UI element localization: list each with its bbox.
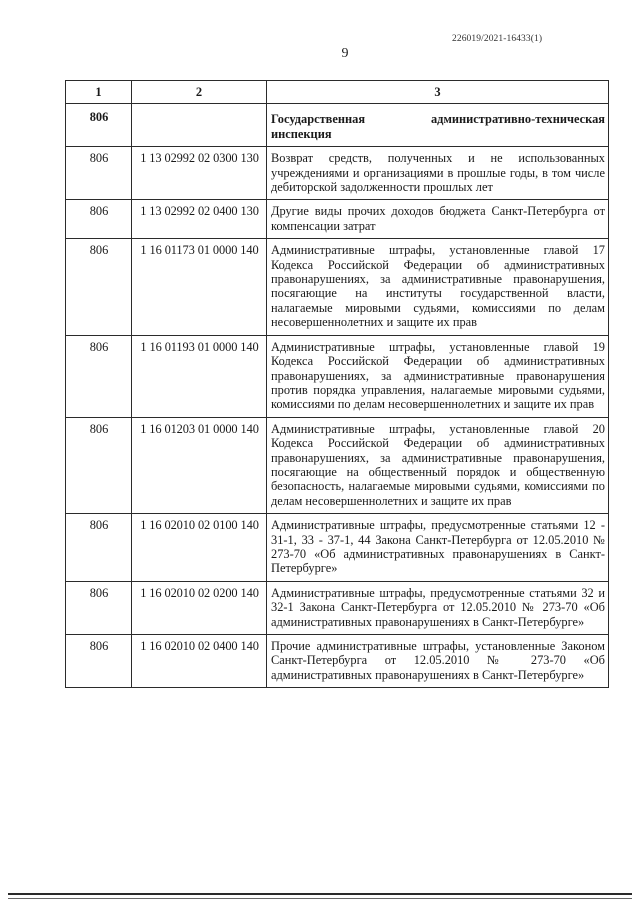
budget-code-cell: 1 16 01203 01 0000 140 xyxy=(132,417,267,513)
column-header-1: 1 xyxy=(66,81,132,104)
document-reference-number: 226019/2021-16433(1) xyxy=(452,34,543,44)
footer-divider-thin xyxy=(8,898,632,899)
budget-code-cell: 1 13 02992 02 0300 130 xyxy=(132,147,267,200)
administrator-code-cell: 806 xyxy=(66,104,132,147)
description-cell: Административные штрафы, предусмотренные статьями 12 - 31-1, 33 - 37-1, 44 Закона Санкт-Петербурга от 12.05.2010 № 273-70 «Об административных правонарушениях в Санкт-Петербурге» xyxy=(267,514,609,582)
table-row xyxy=(66,200,609,239)
administrator-code-cell: 806 xyxy=(66,200,132,239)
description-cell: Административные штрафы, установленные главой 19 Кодекса Российской Федерации об административных правонарушениях, за административные правонарушения против порядка управления, налагаемые мировыми судьями, комиссиями по делам несовершеннолетних и защите их прав xyxy=(267,335,609,417)
budget-code-cell: 1 16 02010 02 0100 140 xyxy=(132,514,267,582)
table-row xyxy=(66,147,609,200)
column-header-2: 2 xyxy=(132,81,267,104)
administrator-code-cell: 806 xyxy=(66,581,132,634)
administrator-code-cell: 806 xyxy=(66,514,132,582)
footer-divider xyxy=(8,893,632,895)
budget-code-cell: 1 16 01193 01 0000 140 xyxy=(132,335,267,417)
table-row xyxy=(66,335,609,417)
table-row xyxy=(66,104,609,147)
administrator-code-cell: 806 xyxy=(66,417,132,513)
budget-codes-table xyxy=(65,80,609,688)
table-row xyxy=(66,581,609,634)
description-cell: Государственная административно-техническая инспекция xyxy=(267,104,609,147)
description-cell: Административные штрафы, установленные главой 20 Кодекса Российской Федерации об административных правонарушениях, за административные правонарушения, посягающие на общественный порядок и общественную безопасность, налагаемые мировыми судьями, комиссиями по делам несовершеннолетних и защите их прав xyxy=(267,417,609,513)
budget-code-cell: 1 16 02010 02 0400 140 xyxy=(132,635,267,688)
description-cell: Другие виды прочих доходов бюджета Санкт-Петербурга от компенсации затрат xyxy=(267,200,609,239)
administrator-code-cell: 806 xyxy=(66,239,132,335)
administrator-code-cell: 806 xyxy=(66,147,132,200)
description-cell: Административные штрафы, установленные главой 17 Кодекса Российской Федерации об административных правонарушениях, за административные правонарушения, посягающие на институты государственной власти, налагаемые мировыми судьями, комиссиями по делам несовершеннолетних и защите их прав xyxy=(267,239,609,335)
table-row xyxy=(66,417,609,513)
column-header-3: 3 xyxy=(267,81,609,104)
page-number: 9 xyxy=(341,46,349,61)
table-header-row xyxy=(66,81,609,104)
budget-code-cell: 1 16 02010 02 0200 140 xyxy=(132,581,267,634)
budget-code-cell: 1 16 01173 01 0000 140 xyxy=(132,239,267,335)
description-cell: Административные штрафы, предусмотренные статьями 32 и 32-1 Закона Санкт-Петербурга от 12.05.2010 № 273-70 «Об административных правонарушениях в Санкт-Петербурге» xyxy=(267,581,609,634)
description-cell: Возврат средств, полученных и не использованных учреждениями и организациями в прошлые годы, в том числе дебиторской задолженности прошлых лет xyxy=(267,147,609,200)
table-row xyxy=(66,239,609,335)
administrator-code-cell: 806 xyxy=(66,635,132,688)
administrator-code-cell: 806 xyxy=(66,335,132,417)
description-cell: Прочие административные штрафы, установленные Законом Санкт-Петербурга от 12.05.2010 № 273-70 «Об административных правонарушениях в Санкт-Петербурге» xyxy=(267,635,609,688)
table-row xyxy=(66,514,609,582)
table-row xyxy=(66,635,609,688)
budget-code-cell xyxy=(132,104,267,147)
budget-code-cell: 1 13 02992 02 0400 130 xyxy=(132,200,267,239)
